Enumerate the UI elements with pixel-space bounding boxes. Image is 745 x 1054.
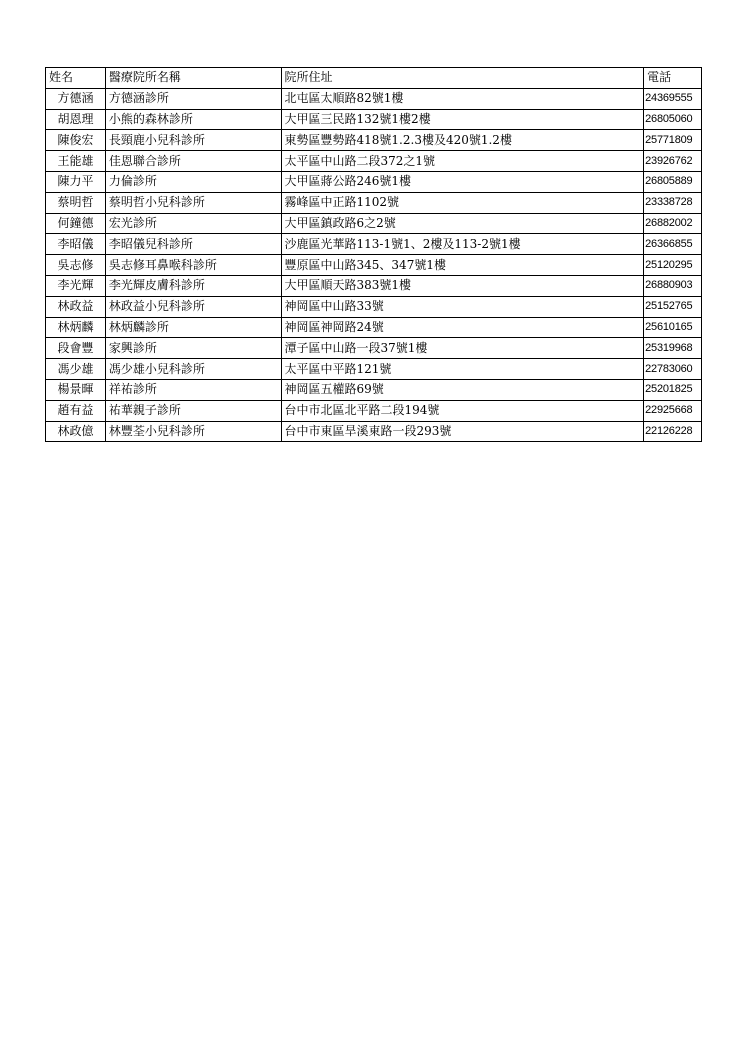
phone-cell: 25771809 (644, 130, 702, 151)
address-cell: 潭子區中山路一段37號1樓 (281, 338, 644, 359)
phone-cell: 22126228 (644, 421, 702, 442)
clinic-cell: 林炳麟診所 (105, 317, 281, 338)
name-cell: 李昭儀 (46, 234, 106, 255)
header-row (46, 68, 702, 89)
table-row (46, 275, 702, 296)
address-cell: 大甲區蔣公路246號1樓 (281, 171, 644, 192)
table-row (46, 151, 702, 172)
name-cell: 吳志修 (46, 255, 106, 276)
name-cell: 林政億 (46, 421, 106, 442)
phone-cell: 26805060 (644, 109, 702, 130)
phone-cell: 25319968 (644, 338, 702, 359)
table-row (46, 88, 702, 109)
table-row (46, 359, 702, 380)
phone-cell: 26366855 (644, 234, 702, 255)
name-cell: 李光輝 (46, 275, 106, 296)
table-row (46, 213, 702, 234)
clinic-cell: 祐華親子診所 (105, 400, 281, 421)
address-cell: 台中市北區北平路二段194號 (281, 400, 644, 421)
name-cell: 王能雄 (46, 151, 106, 172)
name-cell: 林炳麟 (46, 317, 106, 338)
clinic-cell: 方德涵診所 (105, 88, 281, 109)
clinic-cell: 佳恩聯合診所 (105, 151, 281, 172)
table-row (46, 109, 702, 130)
table-row (46, 255, 702, 276)
phone-cell: 26880903 (644, 275, 702, 296)
name-cell: 蔡明哲 (46, 192, 106, 213)
header-name: 姓名 (46, 68, 106, 89)
address-cell: 神岡區中山路33號 (281, 296, 644, 317)
address-cell: 北屯區太順路82號1樓 (281, 88, 644, 109)
clinic-cell: 祥祐診所 (105, 379, 281, 400)
clinic-cell: 宏光診所 (105, 213, 281, 234)
name-cell: 趙有益 (46, 400, 106, 421)
name-cell: 何鐘德 (46, 213, 106, 234)
header-clinic: 醫療院所名稱 (105, 68, 281, 89)
phone-cell: 25152765 (644, 296, 702, 317)
table-body (46, 88, 702, 442)
phone-cell: 23338728 (644, 192, 702, 213)
phone-cell: 23926762 (644, 151, 702, 172)
clinic-cell: 長頸鹿小兒科診所 (105, 130, 281, 151)
address-cell: 大甲區順天路383號1樓 (281, 275, 644, 296)
address-cell: 沙鹿區光華路113-1號1、2樓及113-2號1樓 (281, 234, 644, 255)
name-cell: 方德涵 (46, 88, 106, 109)
clinic-cell: 蔡明哲小兒科診所 (105, 192, 281, 213)
phone-cell: 25120295 (644, 255, 702, 276)
phone-cell: 22783060 (644, 359, 702, 380)
table-row (46, 130, 702, 151)
phone-cell: 26805889 (644, 171, 702, 192)
table-row (46, 421, 702, 442)
clinic-cell: 力倫診所 (105, 171, 281, 192)
address-cell: 東勢區豐勢路418號1.2.3樓及420號1.2樓 (281, 130, 644, 151)
address-cell: 大甲區鎮政路6之2號 (281, 213, 644, 234)
table-row (46, 171, 702, 192)
address-cell: 台中市東區旱溪東路一段293號 (281, 421, 644, 442)
name-cell: 林政益 (46, 296, 106, 317)
address-cell: 大甲區三民路132號1樓2樓 (281, 109, 644, 130)
address-cell: 霧峰區中正路1102號 (281, 192, 644, 213)
clinic-cell: 林豐荃小兒科診所 (105, 421, 281, 442)
clinic-table (45, 67, 702, 442)
table-row (46, 192, 702, 213)
clinic-cell: 家興診所 (105, 338, 281, 359)
table-row (46, 338, 702, 359)
header-phone: 電話 (644, 68, 702, 89)
phone-cell: 25610165 (644, 317, 702, 338)
address-cell: 太平區中平路121號 (281, 359, 644, 380)
name-cell: 陳力平 (46, 171, 106, 192)
address-cell: 神岡區五權路69號 (281, 379, 644, 400)
phone-cell: 25201825 (644, 379, 702, 400)
table-row (46, 379, 702, 400)
name-cell: 陳俊宏 (46, 130, 106, 151)
name-cell: 段會豐 (46, 338, 106, 359)
clinic-cell: 李光輝皮膚科診所 (105, 275, 281, 296)
table-row (46, 234, 702, 255)
address-cell: 神岡區神岡路24號 (281, 317, 644, 338)
phone-cell: 22925668 (644, 400, 702, 421)
table-row (46, 317, 702, 338)
clinic-cell: 林政益小兒科診所 (105, 296, 281, 317)
name-cell: 馮少雄 (46, 359, 106, 380)
clinic-cell: 李昭儀兒科診所 (105, 234, 281, 255)
clinic-cell: 吳志修耳鼻喉科診所 (105, 255, 281, 276)
clinic-cell: 小熊的森林診所 (105, 109, 281, 130)
table-row (46, 296, 702, 317)
table-row (46, 400, 702, 421)
address-cell: 豐原區中山路345、347號1樓 (281, 255, 644, 276)
name-cell: 楊景暉 (46, 379, 106, 400)
phone-cell: 26882002 (644, 213, 702, 234)
clinic-cell: 馮少雄小兒科診所 (105, 359, 281, 380)
header-address: 院所住址 (281, 68, 644, 89)
phone-cell: 24369555 (644, 88, 702, 109)
name-cell: 胡恩理 (46, 109, 106, 130)
address-cell: 太平區中山路二段372之1號 (281, 151, 644, 172)
